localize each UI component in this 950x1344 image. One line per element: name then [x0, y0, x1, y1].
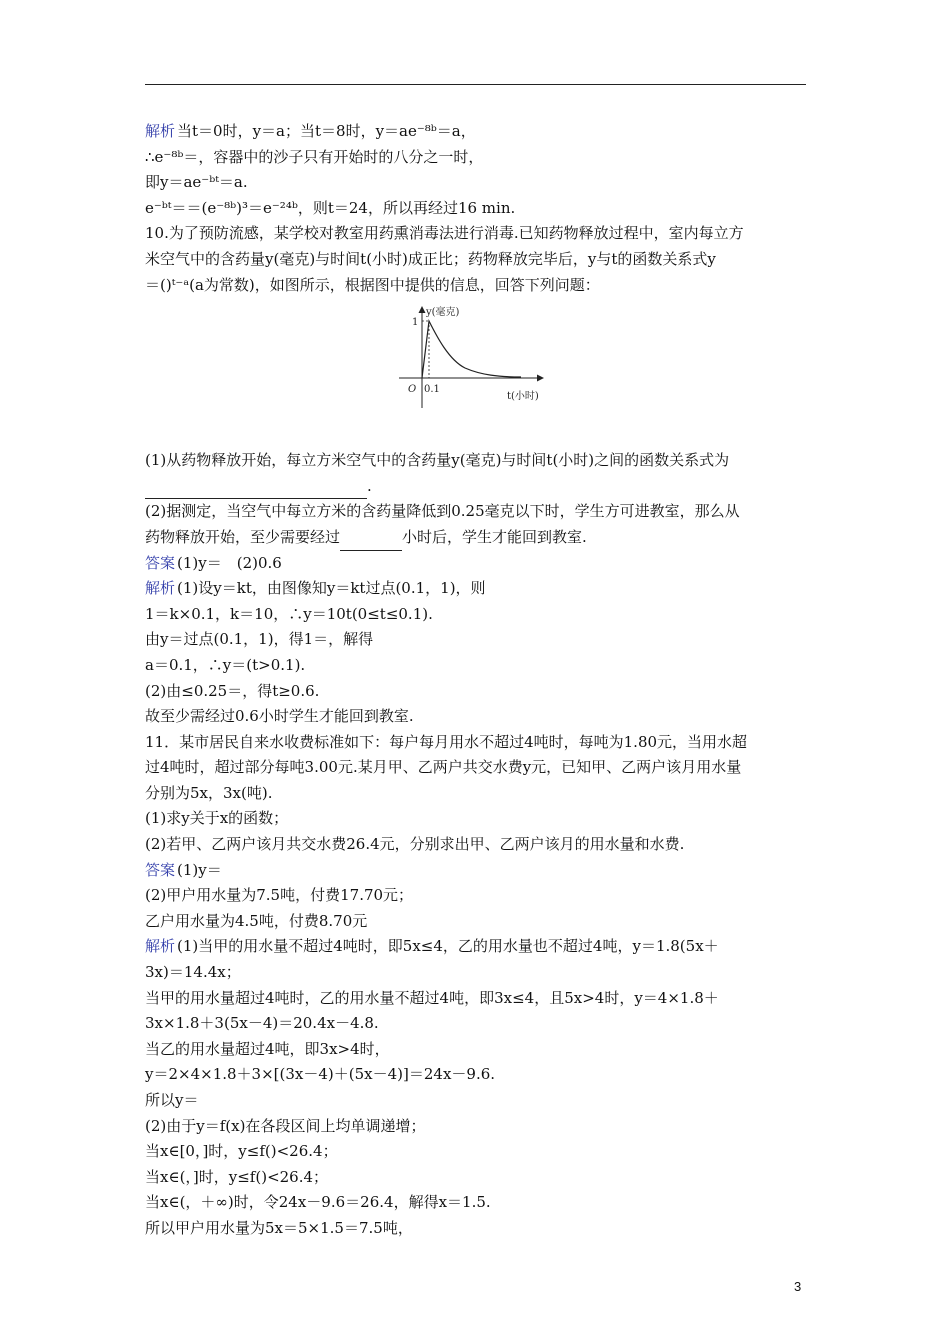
text-line — [145, 679, 810, 705]
line-text: 当x∈(，＋∞)时，令24x－9.6＝26.4，解得x＝1.5. — [145, 1193, 491, 1212]
line-text: 11．某市居民自来水收费标准如下：每户每月用水不超过4吨时，每吨为1.80元，当用水超 — [145, 732, 748, 751]
text-line — [145, 1165, 810, 1191]
origin-label: O — [408, 384, 417, 396]
text-line — [145, 986, 810, 1012]
line-text: 由y＝过点(0.1，1)，得1＝，解得 — [145, 630, 374, 649]
text-line — [145, 448, 810, 474]
text-line — [145, 170, 810, 196]
text-line — [145, 602, 810, 628]
line-text: 米空气中的含药量y(毫克)与时间t(小时)成正比；药物释放完毕后，y与t的函数关系式y — [145, 249, 716, 268]
line-text: (1)y＝ (2)0.6 — [177, 553, 282, 572]
line-text: (2)据测定，当空气中每立方米的含药量降低到0.25毫克以下时，学生方可进教室，那么从 — [145, 502, 740, 521]
line-text: (1)从药物释放开始，每立方米空气中的含药量y(毫克)与时间t(小时)之间的函数关系式为 — [145, 451, 730, 470]
text-line — [145, 1216, 810, 1242]
text-line — [145, 145, 810, 171]
text-line — [145, 781, 810, 807]
x-tick-label: 0.1 — [424, 384, 440, 396]
line-text: 所以y＝ — [145, 1091, 199, 1109]
text-line — [145, 755, 810, 781]
text-line — [145, 247, 810, 273]
text-line — [145, 934, 810, 960]
line-text: (2)由于y＝f(x)在各段区间上均单调递增； — [145, 1116, 426, 1135]
line-text: ∴e⁻⁸ᵇ＝，容器中的沙子只有开始时的八分之一时， — [145, 147, 484, 166]
line-text: e⁻ᵇᵗ＝＝(e⁻⁸ᵇ)³＝e⁻²⁴ᵇ，则t＝24，所以再经过16 min. — [145, 198, 516, 217]
section-label: 解析 — [145, 937, 176, 956]
text-line — [145, 832, 810, 858]
text-line — [145, 1037, 810, 1063]
line-text: (1)求y关于x的函数； — [145, 809, 289, 828]
text-line — [145, 960, 810, 986]
answer-blank — [145, 480, 367, 499]
line-text: (2)若甲、乙两户该月共交水费26.4元，分别求出甲、乙两户该月的用水量和水费. — [145, 835, 685, 854]
figure-drug-concentration — [145, 298, 810, 448]
concentration-graph — [395, 304, 555, 414]
text-line — [145, 551, 810, 577]
line-text-after-blank: . — [367, 476, 372, 495]
text-block-top — [145, 119, 810, 298]
line-text: (1)当甲的用水量不超过4吨时，即5x≤4，乙的用水量也不超过4吨，y＝1.8(5x＋ — [177, 937, 719, 956]
line-text: 药物释放开始，至少需要经过 — [145, 527, 341, 546]
text-line — [145, 858, 810, 884]
answer-blank — [340, 532, 402, 551]
text-line — [145, 1011, 810, 1037]
text-line — [145, 806, 810, 832]
line-text: 3x)＝14.4x； — [145, 963, 241, 982]
line-text: ＝()ᵗ⁻ᵃ(a为常数)，如图所示，根据图中提供的信息，回答下列问题： — [145, 275, 600, 294]
text-line — [145, 1088, 810, 1114]
text-line — [145, 653, 810, 679]
text-line — [145, 474, 810, 500]
page-content — [145, 119, 810, 1242]
x-axis-label: t(小时) — [507, 391, 539, 403]
line-text: (1)设y＝kt，由图像知y＝kt过点(0.1，1)，则 — [177, 579, 486, 598]
line-text: 当乙的用水量超过4吨，即3x>4时， — [145, 1039, 390, 1058]
text-line — [145, 525, 810, 551]
text-line — [145, 704, 810, 730]
section-label: 解析 — [145, 122, 176, 140]
text-line — [145, 1139, 810, 1165]
line-text: (2)由≤0.25＝，得t≥0.6. — [145, 681, 320, 700]
text-line — [145, 1062, 810, 1088]
text-line — [145, 909, 810, 935]
line-text: 当甲的用水量超过4吨时，乙的用水量不超过4吨，即3x≤4，且5x>4时，y＝4×1.8＋ — [145, 988, 719, 1007]
line-text: 10.为了预防流感，某学校对教室用药熏消毒法进行消毒.已知药物释放过程中，室内每立方 — [145, 224, 744, 243]
text-line — [145, 221, 810, 247]
section-label: 答案 — [145, 860, 176, 879]
text-line — [145, 1190, 810, 1216]
line-text: 分别为5x，3x(吨). — [145, 783, 273, 802]
line-text: 故至少需经过0.6小时学生才能回到教室. — [145, 707, 414, 726]
line-text: 即y＝ae⁻ᵇᵗ＝a. — [145, 173, 248, 192]
header-rule — [145, 84, 806, 85]
line-text: 3x×1.8＋3(5x－4)＝20.4x－4.8. — [145, 1014, 379, 1033]
text-line — [145, 119, 810, 145]
text-line — [145, 273, 810, 299]
text-block-bottom — [145, 448, 810, 1241]
y-tick-label: 1 — [412, 317, 419, 329]
line-text: 所以甲户用水量为5x＝5×1.5＝7.5吨， — [145, 1218, 413, 1237]
text-line — [145, 730, 810, 756]
text-line — [145, 576, 810, 602]
line-text: 乙户用水量为4.5吨，付费8.70元 — [145, 911, 368, 930]
text-line — [145, 196, 810, 222]
line-text: 过4吨时，超过部分每吨3.00元.某月甲、乙两户共交水费y元，已知甲、乙两户该月用水量 — [145, 758, 742, 777]
line-text: 1＝k×0.1，k＝10，∴y＝10t(0≤t≤0.1). — [145, 604, 433, 623]
text-line — [145, 627, 810, 653]
y-axis-label: y(毫克) — [426, 307, 460, 319]
line-text: 当t＝0时，y＝a；当t＝8时，y＝ae⁻⁸ᵇ＝a， — [177, 122, 476, 140]
page-number: 3 — [794, 1279, 802, 1294]
section-label: 答案 — [145, 553, 176, 572]
line-text: 当x∈[0，]时，y≤f()<26.4； — [145, 1142, 338, 1161]
section-label: 解析 — [145, 579, 176, 598]
line-text: (2)甲户用水量为7.5吨，付费17.70元； — [145, 886, 414, 905]
text-line — [145, 1114, 810, 1140]
line-text: (1)y＝ — [177, 860, 222, 879]
line-text-after-blank: 小时后，学生才能回到教室. — [402, 527, 587, 546]
line-text: y＝2×4×1.8＋3×[(3x－4)＋(5x－4)]＝24x－9.6. — [145, 1065, 496, 1084]
concentration-curve — [422, 321, 521, 378]
text-line — [145, 883, 810, 909]
line-text: a＝0.1，∴y＝(t>0.1). — [145, 655, 306, 674]
text-line — [145, 499, 810, 525]
line-text: 当x∈(，]时，y≤f()<26.4； — [145, 1167, 329, 1186]
